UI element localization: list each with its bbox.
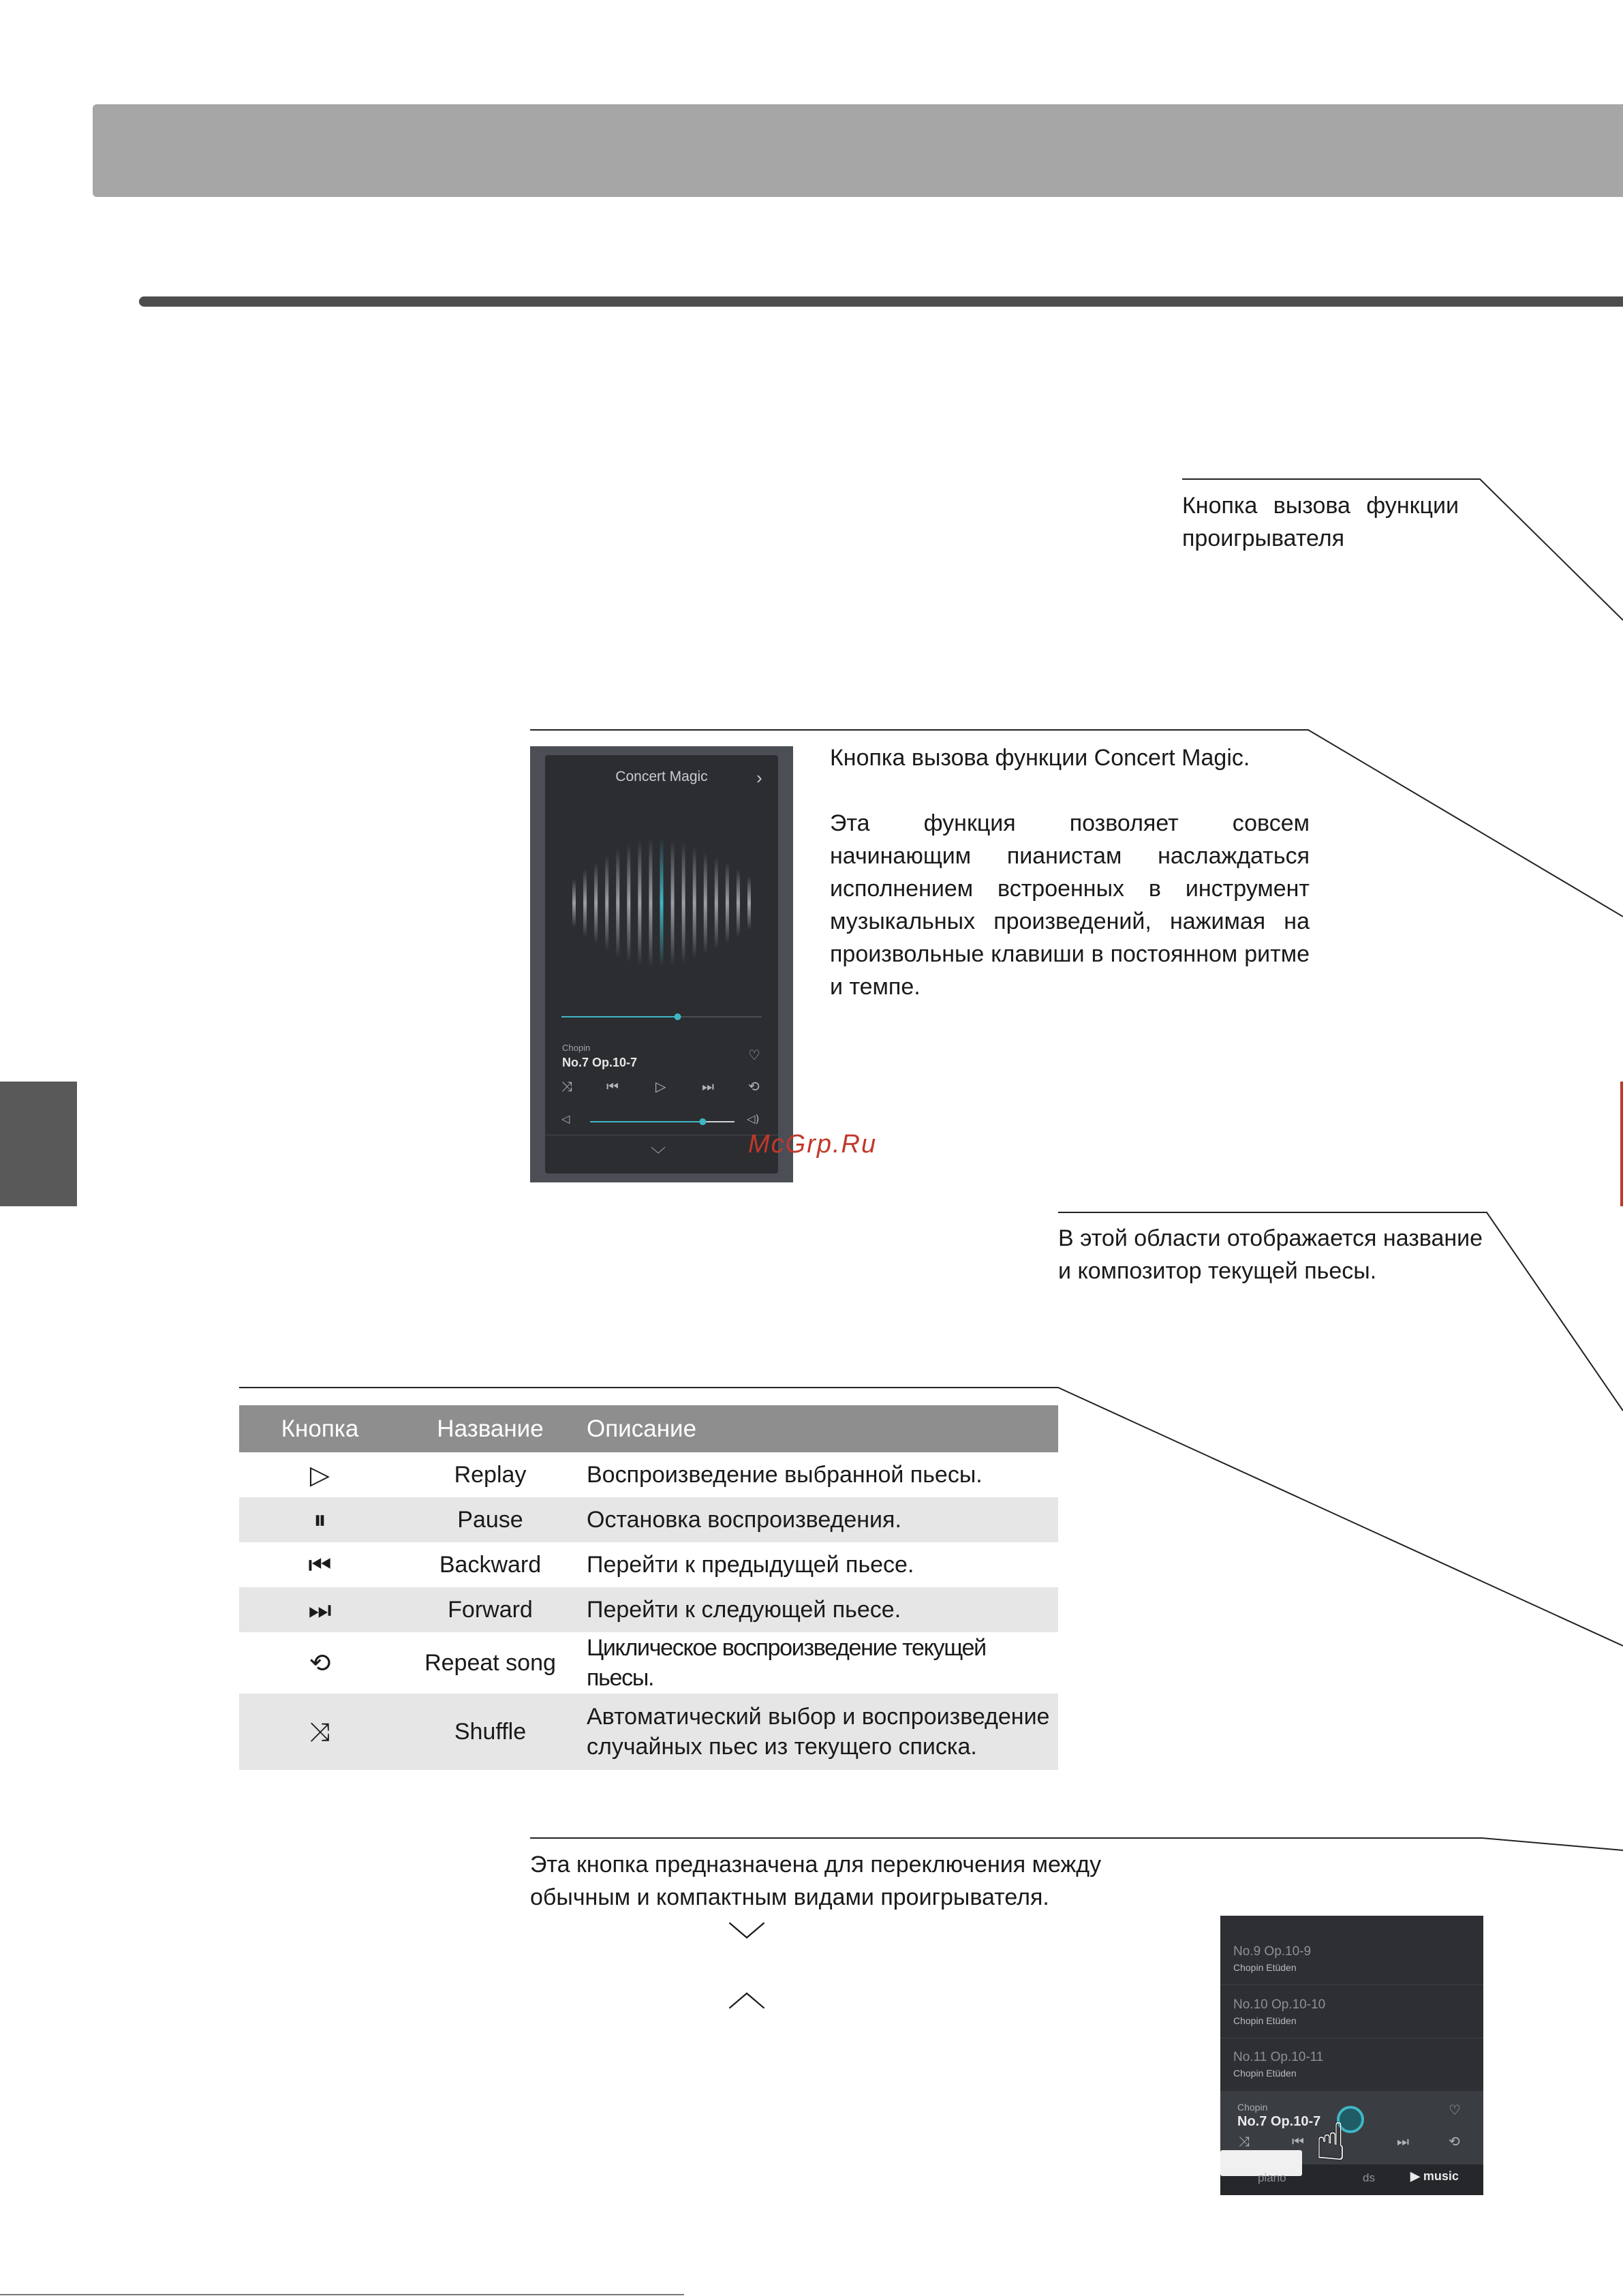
chevron-down-icon[interactable]: ﹀	[651, 1147, 666, 1164]
waveform-bar	[605, 855, 608, 951]
list-item-title[interactable]: No.10 Op.10-10	[1233, 1997, 1326, 2012]
row-desc: Воспроизведение выбранной пьесы.	[587, 1462, 983, 1488]
row-desc: Перейти к следующей пьесе.	[580, 1587, 1058, 1632]
list-item-title[interactable]: No.11 Op.10-11	[1233, 2050, 1324, 2064]
row-name: Repeat song	[424, 1649, 556, 1676]
table-row	[239, 1632, 1058, 1694]
piece-composer: Chopin	[562, 1043, 591, 1053]
footer-line	[0, 2294, 684, 2295]
backward-icon[interactable]: ⏮	[1292, 2133, 1304, 2149]
table-row	[239, 1694, 1058, 1770]
list-item-sub: Chopin Etüden	[1233, 1962, 1297, 1973]
piece-composer: Chopin	[1237, 2102, 1268, 2113]
list-item-title[interactable]: No.9 Op.10-9	[1233, 1944, 1312, 1959]
waveform-bar	[627, 844, 630, 963]
piece-area-text: В этой области отображается название и композитор текущей пьесы.	[1058, 1225, 1483, 1284]
forward-icon[interactable]: ⏭	[702, 1078, 714, 1095]
table-row	[239, 1587, 1058, 1632]
waveform-bar	[682, 842, 685, 964]
row-desc: Перейти к предыдущей пьесе.	[587, 1552, 914, 1578]
heart-icon[interactable]: ♡	[748, 1047, 760, 1063]
waveform-bar	[616, 848, 619, 958]
repeat-icon: ⟲	[309, 1648, 331, 1678]
row-name: Shuffle	[401, 1694, 580, 1770]
waveform-bar	[737, 869, 740, 937]
progress-slider[interactable]	[561, 1010, 762, 1024]
waveform-bar	[649, 838, 652, 968]
repeat-icon[interactable]: ⟲	[1449, 2133, 1460, 2149]
waveform-bar	[726, 862, 729, 944]
player-call-text: Кнопка вызова функции проигрывателя	[1182, 493, 1459, 551]
concert-magic-call-text: Кнопка вызова функции Concert Magic.	[830, 745, 1250, 771]
section-rule	[139, 296, 1623, 307]
shuffle-icon[interactable]: ⤨	[1239, 2133, 1250, 2149]
table-row	[239, 1497, 1058, 1542]
watermark: McGrp.Ru	[748, 1130, 878, 1159]
play-icon: ▷	[309, 1460, 330, 1490]
chapter-tab	[0, 1082, 77, 1206]
view-toggle-text: Эта кнопка предназначена для переключения между обычным и компактным видами проигрывателя.	[530, 1852, 1102, 1910]
list-item-sub: Chopin Etüden	[1233, 2068, 1297, 2079]
edge-marker	[1620, 1082, 1623, 1206]
volume-low-icon[interactable]: ◁	[561, 1112, 570, 1125]
waveform-bar	[638, 840, 641, 966]
header-description: Описание	[580, 1405, 1058, 1452]
backward-icon[interactable]: ⏮	[606, 1078, 619, 1095]
waveform-bar	[693, 847, 696, 960]
volume-high-icon[interactable]: ◁)	[747, 1112, 760, 1125]
nav-music-label: music	[1423, 2169, 1459, 2183]
forward-icon: ⏭	[239, 1587, 401, 1632]
waveform-bar	[660, 838, 664, 968]
repeat-icon[interactable]: ⟲	[748, 1078, 760, 1095]
row-name: Replay	[454, 1461, 527, 1488]
waveform-bar	[594, 862, 598, 944]
waveform-bar	[671, 840, 675, 966]
chevron-right-icon[interactable]: ›	[756, 767, 762, 788]
waveform-bar	[704, 852, 707, 954]
waveform-bar	[715, 857, 718, 949]
nav-music[interactable]	[1410, 2169, 1459, 2184]
waveform-bar	[747, 876, 751, 930]
waveform-visual	[572, 838, 751, 968]
row-desc: Циклическое воспроизведение текущей пьесы.	[587, 1635, 986, 1691]
waveform-bar	[583, 869, 587, 937]
row-desc: Автоматический выбор и воспроизведение случайных пьес из текущего списка.	[580, 1694, 1058, 1770]
volume-slider[interactable]	[590, 1115, 735, 1129]
heart-icon[interactable]: ♡	[1449, 2102, 1461, 2118]
play-icon[interactable]: ▷	[655, 1078, 666, 1095]
waveform-bar	[572, 879, 576, 927]
chevron-down-icon: ﹀	[728, 1920, 766, 1964]
piece-title: No.7 Op.10-7	[562, 1056, 638, 1069]
table-row	[239, 1452, 1058, 1497]
button-table	[239, 1405, 1058, 1770]
row-name: Pause	[401, 1497, 580, 1542]
row-name: Backward	[439, 1551, 542, 1578]
list-item-sub: Chopin Etüden	[1233, 2015, 1297, 2026]
nav-piano[interactable]: piano	[1258, 2171, 1286, 2184]
piece-title: No.7 Op.10-7	[1237, 2114, 1321, 2129]
header-name: Название	[401, 1405, 580, 1452]
table-row	[239, 1542, 1058, 1587]
chevron-up-icon: ︿	[728, 1971, 766, 2015]
hand-pointer-icon: ☝	[1315, 2111, 1347, 2172]
shuffle-icon[interactable]: ⤨	[561, 1078, 572, 1095]
pause-icon: ⏸	[239, 1497, 401, 1542]
concert-magic-title: Concert Magic	[615, 769, 708, 784]
nav-records[interactable]: ds	[1363, 2171, 1375, 2184]
shuffle-icon: ⤨	[239, 1694, 401, 1770]
play-icon: ▶	[1410, 2169, 1423, 2183]
header-button: Кнопка	[239, 1405, 401, 1452]
row-desc: Остановка воспроизведения.	[580, 1497, 1058, 1542]
backward-icon: ⏮	[308, 1549, 332, 1580]
table-header-row	[239, 1405, 1058, 1452]
section-header-bar	[93, 104, 1623, 197]
forward-icon[interactable]: ⏭	[1397, 2133, 1409, 2149]
concert-magic-desc: Эта функция позволяет совсем начинающим пианистам наслаждаться исполнением встроенных в инструмент музыкальных произведений, нажимая на произвольные клавиши в постоянном ритме и темпе.	[830, 810, 1310, 1000]
row-name: Forward	[401, 1587, 580, 1632]
